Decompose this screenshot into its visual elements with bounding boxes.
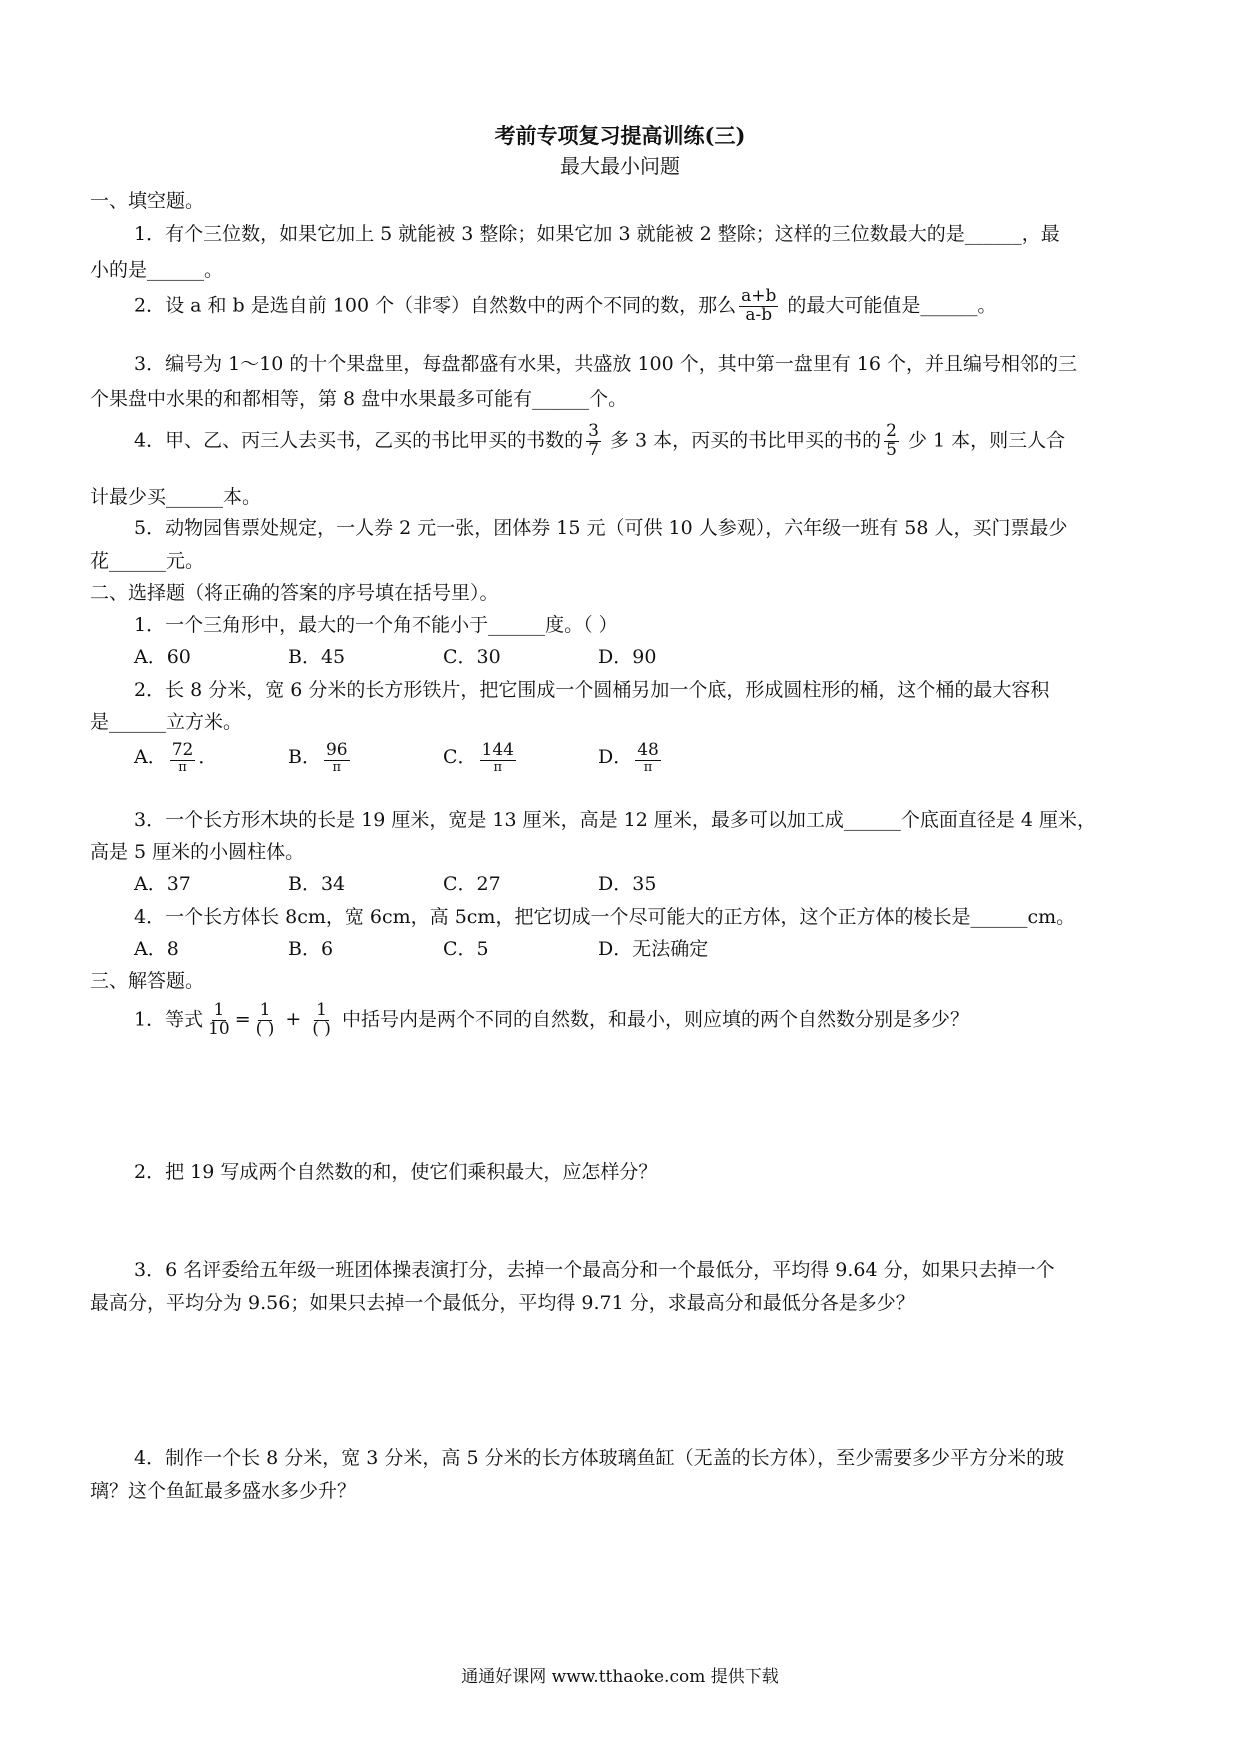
s2-q2-option-a [134,742,217,774]
s3-q4-line2: 璃？这个鱼缸最多盛水多少升？ [90,1480,357,1502]
s2-q1: 1．一个三角形中，最大的一个角不能小于______度。（ ） [134,614,618,636]
fraction-numerator: 72 [171,740,194,760]
option-suffix: ． [198,746,218,769]
fraction-numerator: 1 [259,1000,271,1020]
s2-q3-line2: 高是 5 厘米的小圆柱体。 [90,841,305,863]
s1-q4-line2: 计最少买______本。 [90,486,262,508]
page-subtitle: 最大最小问题 [560,154,680,178]
fraction-numerator: a+b [741,286,777,306]
s1-q2-text-before: 2．设 a 和 b 是选自前 100 个（非零）自然数中的两个不同的数，那么 [134,294,737,317]
s1-q2-fraction [739,288,778,325]
s2-q2-line1: 2．长 8 分米，宽 6 分米的长方形铁片，把它围成一个圆桶另加一个底，形成圆柱形的桶，这个桶的最大容积 [134,679,1050,701]
s3-q3-line2: 最高分，平均分为 9.56；如果只去掉一个最低分，平均得 9.71 分，求最高分和最低分各是多少？ [90,1292,915,1314]
s1-q4-fraction2 [884,423,899,460]
fraction-denominator: 5 [886,439,897,460]
s1-q5-line2: 花______元。 [90,550,205,572]
s2-q1-option-b: B．45 [288,646,346,668]
s3-q1-fraction1 [206,1002,232,1039]
s1-q2-text-after: 的最大可能值是______。 [781,294,997,317]
s1-q3-line1: 3．编号为 1～10 的十个果盘里，每盘都盛有水果，共盛放 100 个，其中第一盘里有 16 个，并且编号相邻的三 [134,353,1078,375]
s3-q3-line1: 3．6 名评委给五年级一班团体操表演打分，去掉一个最高分和一个最低分，平均得 9.64 分，如果只去掉一个 [134,1259,1055,1281]
page-title: 考前专项复习提高训练(三) [494,123,746,148]
fraction-denominator: π [493,759,503,775]
section1-heading: 一、填空题。 [90,190,205,212]
option-fraction [324,742,350,774]
s2-q4: 4．一个长方体长 8cm，宽 6cm，高 5cm，把它切成一个尽可能大的正方体，这个正方体的棱长是______cm。 [134,906,1076,928]
s2-q3-line1: 3．一个长方形木块的长是 19 厘米，宽是 13 厘米，高是 12 厘米，最多可以加工成______个底面直径是 4 厘米， [134,809,1097,831]
s1-q2 [134,288,996,325]
s3-q2: 2．把 19 写成两个自然数的和，使它们乘积最大，应怎样分？ [134,1161,658,1183]
s3-q1-equals: = [234,1008,251,1031]
fraction-denominator: ( ) [312,1018,331,1039]
fraction-numerator: 96 [325,740,348,760]
s3-q1 [134,1002,969,1039]
s2-q4-option-d: D．无法确定 [598,938,709,960]
s3-q4-line1: 4．制作一个长 8 分米，宽 3 分米，高 5 分米的长方体玻璃鱼缸（无盖的长方体），至少需要多少平方分米的玻 [134,1447,1065,1469]
fraction-numerator: 144 [481,740,514,760]
s1-q3-line2: 个果盘中水果的和都相等，第 8 盘中水果最多可能有______个。 [90,388,628,410]
option-label: D． [598,746,633,769]
s2-q2-option-d [598,742,664,774]
s2-q2-option-b [288,742,353,774]
option-label: C． [443,746,477,769]
s1-q1-line1: 1．有个三位数，如果它加上 5 就能被 3 整除；如果它加 3 就能被 2 整除；这样的三位数最大的是______，最 [134,223,1060,245]
option-fraction [170,742,196,774]
s2-q4-option-a: A．8 [134,938,179,960]
s2-q2-option-c [443,742,519,774]
fraction-denominator: π [332,759,342,775]
s2-q3-option-c: C．27 [443,873,501,895]
s2-q3-option-d: D．35 [598,873,657,895]
s3-q1-suffix: 中括号内是两个不同的自然数，和最小，则应填的两个自然数分别是多少？ [335,1008,969,1031]
fraction-denominator: 10 [208,1018,230,1039]
fraction-denominator: a-b [745,304,773,325]
fraction-numerator: 48 [637,740,659,760]
fraction-numerator: 1 [213,1000,225,1020]
s1-q4-part1: 4．甲、乙、丙三人去买书，乙买的书比甲买的书数的 [134,429,584,452]
fraction-denominator: π [643,759,653,775]
s1-q4-fraction1 [586,423,601,460]
s2-q3-option-b: B．34 [288,873,346,895]
s2-q4-option-b: B．6 [288,938,334,960]
fraction-denominator: 7 [588,439,599,460]
option-fraction [480,742,516,774]
s2-q1-option-a: A．60 [134,646,191,668]
option-label: B． [288,746,321,769]
option-label: A． [134,746,167,769]
s2-q1-option-d: D．90 [598,646,657,668]
s3-q1-fraction2 [254,1002,277,1039]
section3-heading: 三、解答题。 [90,970,205,992]
s3-q1-fraction3 [310,1002,333,1039]
fraction-numerator: 3 [588,421,599,441]
fraction-denominator: ( ) [255,1018,275,1039]
fraction-denominator: π [178,759,187,775]
s2-q2-line2: 是______立方米。 [90,711,243,733]
s2-q1-option-c: C．30 [443,646,501,668]
s1-q1-line2: 小的是______。 [90,259,224,281]
s3-q1-prefix: 1．等式 [134,1008,204,1031]
fraction-numerator: 1 [316,1000,327,1020]
s3-q1-plus: + [285,1008,302,1031]
option-fraction [635,742,661,774]
s2-q3-option-a: A．37 [134,873,191,895]
s2-q4-option-c: C．5 [443,938,489,960]
s1-q4-part3: 少 1 本，则三人合 [901,429,1066,452]
s1-q4 [134,423,1065,460]
page-footer: 通通好课网 www.tthaoke.com 提供下载 [461,1667,779,1687]
section2-heading: 二、选择题（将正确的答案的序号填在括号里）。 [90,582,499,604]
s1-q4-part2: 多 3 本，丙买的书比甲买的书的 [603,429,882,452]
s1-q5-line1: 5．动物园售票处规定，一人券 2 元一张，团体券 15 元（可供 10 人参观），六年级一班有 58 人，买门票最少 [134,517,1068,539]
fraction-numerator: 2 [886,421,897,441]
